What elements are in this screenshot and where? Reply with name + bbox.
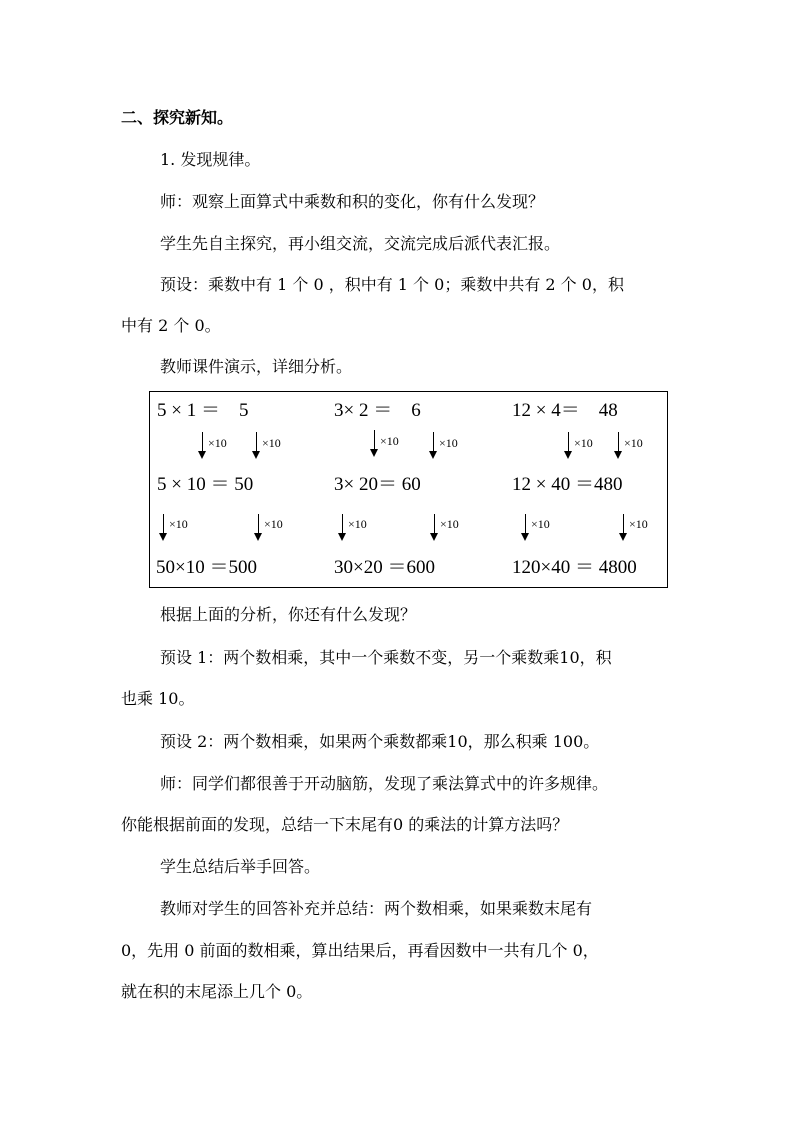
equation: 5 × 10 ＝ 50 [157,474,254,495]
calculation-box [149,391,668,588]
paragraph: 预设 1：两个数相乘，其中一个乘数不变，另一个乘数乘10，积 [160,648,612,667]
paragraph: 就在积的末尾添上几个 0。 [121,982,313,1001]
section-title: 二、探究新知。 [121,108,234,127]
paragraph: 教师对学生的回答补充并总结：两个数相乘，如果乘数末尾有 [160,899,593,918]
subsection-title: 1. 发现规律。 [160,150,261,169]
multiplier-label: ×10 [262,436,281,450]
paragraph: 预设：乘数中有 1 个 0 ，积中有 1 个 0；乘数中共有 2 个 0，积 [160,275,624,294]
multiplier-label: ×10 [208,436,227,450]
paragraph: 根据上面的分析，你还有什么发现？ [160,605,417,624]
paragraph: 中有 2 个 0。 [121,316,221,335]
equation: 3× 2 ＝ 6 [334,400,421,421]
multiplier-label: ×10 [264,517,283,531]
equation: 50×10 ＝500 [156,557,257,578]
paragraph: 学生先自主探究，再小组交流，交流完成后派代表汇报。 [160,234,561,253]
equation: 5 × 1 ＝ 5 [157,400,249,421]
paragraph: 教师课件演示，详细分析。 [160,357,353,376]
multiplier-label: ×10 [629,517,648,531]
paragraph: 师：观察上面算式中乘数和积的变化，你有什么发现？ [160,192,545,211]
equation: 120×40 ＝ 4800 [512,557,637,578]
multiplier-label: ×10 [439,436,458,450]
multiplier-label: ×10 [380,434,399,448]
multiplier-label: ×10 [348,517,367,531]
multiplier-label: ×10 [440,517,459,531]
equation: 12 × 4＝ 48 [512,400,618,421]
paragraph: 0，先用 0 前面的数相乘，算出结果后，再看因数中一共有几个 0， [121,941,599,960]
multiplier-label: ×10 [531,517,550,531]
paragraph: 师：同学们都很善于开动脑筋，发现了乘法算式中的许多规律。 [160,774,609,793]
equation: 30×20 ＝600 [334,557,435,578]
multiplier-label: ×10 [624,436,643,450]
multiplier-label: ×10 [169,517,188,531]
multiplier-label: ×10 [574,436,593,450]
paragraph: 学生总结后举手回答。 [160,857,321,876]
equation: 3× 20＝ 60 [334,474,421,495]
paragraph: 你能根据前面的发现，总结一下末尾有0 的乘法的计算方法吗？ [121,815,569,834]
paragraph: 预设 2：两个数相乘，如果两个乘数都乘10，那么积乘 100。 [160,732,600,751]
paragraph: 也乘 10。 [121,689,195,708]
equation: 12 × 40 ＝480 [512,474,623,495]
